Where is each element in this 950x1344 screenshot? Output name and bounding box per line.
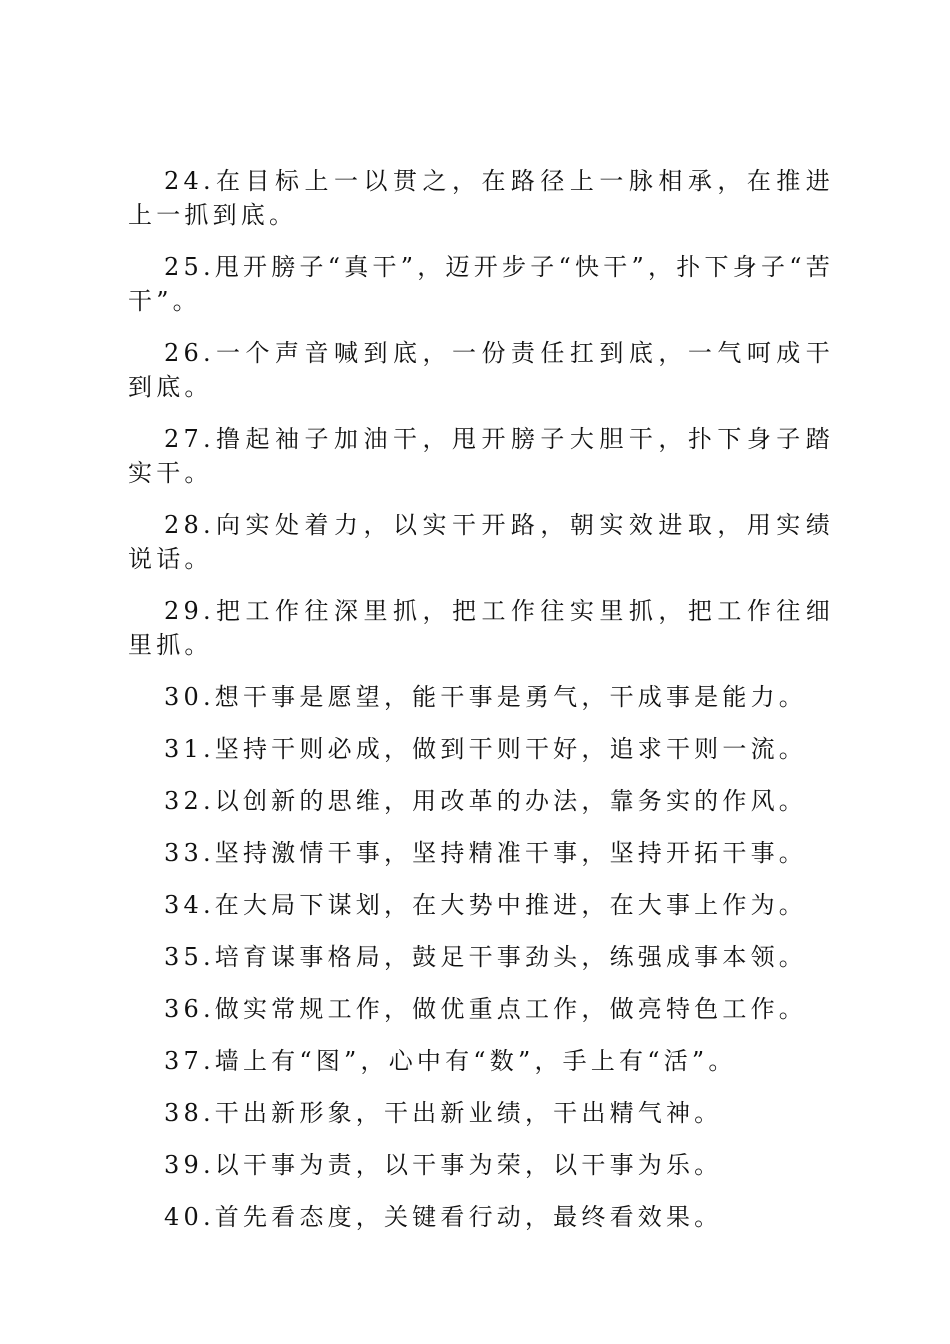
list-item-31: 31.坚持干则必成，做到干则干好，追求干则一流。 <box>164 735 807 763</box>
list-item-33: 33.坚持激情干事，坚持精准干事，坚持开拓干事。 <box>164 839 807 867</box>
list-item-32: 32.以创新的思维，用改革的办法，靠务实的作风。 <box>164 787 807 815</box>
list-item-26: 26.一个声音喊到底，一份责任扛到底，一气呵成干到底。 <box>128 339 834 401</box>
list-item-27: 27.撸起袖子加油干，甩开膀子大胆干，扑下身子踏实干。 <box>128 425 834 487</box>
list-item-25: 25.甩开膀子“真干”，迈开步子“快干”，扑下身子“苦干”。 <box>128 253 834 315</box>
list-item-39: 39.以干事为责，以干事为荣，以干事为乐。 <box>164 1151 723 1179</box>
list-item-34: 34.在大局下谋划，在大势中推进，在大事上作为。 <box>164 891 807 919</box>
list-item-38: 38.干出新形象，干出新业绩，干出精气神。 <box>164 1099 723 1127</box>
list-item-28: 28.向实处着力，以实干开路，朝实效进取，用实绩说话。 <box>128 511 834 573</box>
list-item-40: 40.首先看态度，关键看行动，最终看效果。 <box>164 1203 723 1231</box>
list-item-37: 37.墙上有“图”，心中有“数”，手上有“活”。 <box>164 1047 737 1075</box>
list-item-30: 30.想干事是愿望，能干事是勇气，干成事是能力。 <box>164 683 807 711</box>
list-item-29: 29.把工作往深里抓，把工作往实里抓，把工作往细里抓。 <box>128 597 834 659</box>
document-body <box>128 164 834 1252</box>
list-item-35: 35.培育谋事格局，鼓足干事劲头，练强成事本领。 <box>164 943 807 971</box>
list-item-24: 24.在目标上一以贯之，在路径上一脉相承，在推进上一抓到底。 <box>128 167 834 229</box>
list-item-36: 36.做实常规工作，做优重点工作，做亮特色工作。 <box>164 995 807 1023</box>
